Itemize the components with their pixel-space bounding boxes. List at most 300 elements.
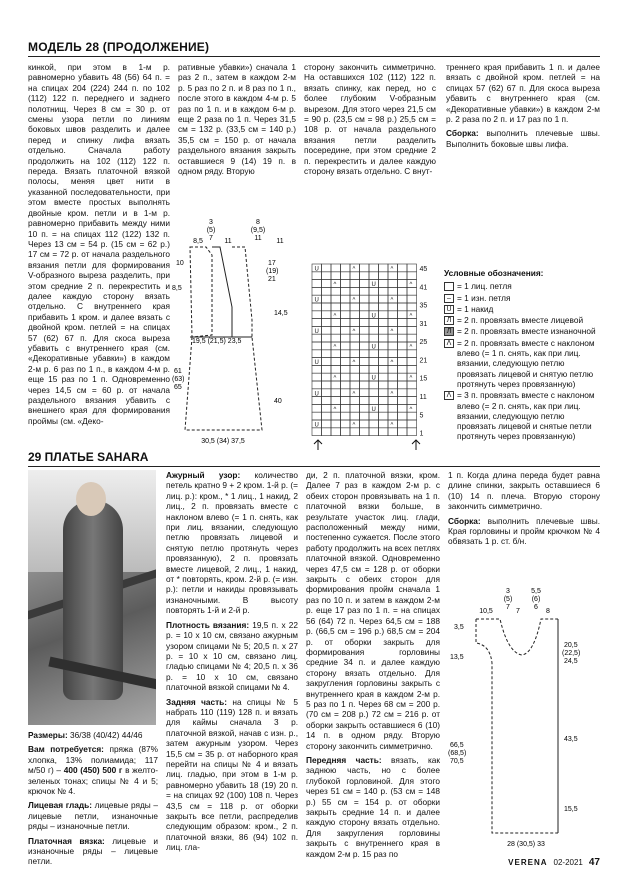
schema-dress-left (476, 619, 558, 833)
chart-symbol: ^ (352, 422, 356, 429)
chart-cell (312, 342, 322, 350)
chart-cell (350, 397, 360, 405)
chart-symbol: ^ (390, 360, 394, 367)
chart-cell (331, 303, 341, 311)
chart-cell (341, 404, 351, 412)
chart-symbol: ^ (409, 406, 413, 413)
chart-cell (379, 319, 389, 327)
chart-cell (360, 295, 370, 303)
chart-cell (379, 280, 389, 288)
chart-symbol: ^ (333, 406, 337, 413)
chart-cell (360, 420, 370, 428)
chart-cell (322, 342, 332, 350)
sizes: Размеры: 36/38 (40/42) 44/46 (28, 730, 143, 740)
chart-cell (341, 280, 351, 288)
chart-cell (398, 287, 408, 295)
chart-cell (379, 428, 389, 436)
schema-model-29 (446, 583, 596, 855)
chart-cell (407, 389, 417, 397)
chart-cell (350, 334, 360, 342)
chart-cell (322, 420, 332, 428)
gauge: Плотность вязания: 19,5 п. х 22 р. = 10 х 10 см, связано ажурным узором спицами № 5; 20,5 п. х 27 р. = 10 х 10 см, связано лиц. гладью спицами № 4; 20,5 п. х 36 р. = 10 х 10 см, связано платочной вязкой спицами № 4. (166, 619, 298, 693)
p2tog-icon: Л (444, 327, 454, 336)
chart-cell (322, 303, 332, 311)
chart-cell (350, 365, 360, 373)
chart-cell (331, 358, 341, 366)
chart-cell (379, 389, 389, 397)
chart-cell (398, 264, 408, 272)
chart-cell (379, 381, 389, 389)
chart-cell (369, 389, 379, 397)
chart-symbol: ^ (352, 266, 356, 273)
chart-cell (360, 397, 370, 405)
schema-skirt (185, 337, 262, 430)
chart-symbol: ^ (333, 313, 337, 320)
schema-label: 3 (506, 588, 510, 595)
chart-cell (341, 342, 351, 350)
chart-cell (331, 334, 341, 342)
paragraph: ративные убавки») сначала 1 раз 2 п., затем в каждом 2-м р. 5 раз по 2 п. и 8 раз по 1 п., после этого в каждом 4-м р. 5 раз по 1 п. и в каждом 6-м р. еще 2 раза по 1 п. Через 31,5 см = 132 р. (33,5 см = 140 р.) 35,5 см = 150 р. от начала раздельного вязания закрыть оставшиеся 9 (14) 19 п. в одном ряду. Вторую (178, 62, 296, 177)
chart-cell (322, 389, 332, 397)
chart-cell (407, 264, 417, 272)
schema-label: (5) (206, 227, 216, 234)
chart-cell (369, 420, 379, 428)
chart-cell (369, 358, 379, 366)
schema-label: 70,5 (450, 758, 464, 765)
assembly-text: выполнить плечевые швы. Выполнить боковые швы лифа. (446, 128, 600, 149)
chart-cell (341, 397, 351, 405)
chart-cell (388, 365, 398, 373)
section-header (28, 40, 600, 57)
chart-cell (369, 264, 379, 272)
chart-cell (350, 319, 360, 327)
chart-cell (398, 311, 408, 319)
chart-cell (322, 272, 332, 280)
chart-cell (360, 334, 370, 342)
chart-cell (398, 303, 408, 311)
schema-label: 11 (224, 238, 232, 245)
chart-cell (350, 280, 360, 288)
chart-row-number: 1 (419, 430, 424, 438)
chart-cell (360, 280, 370, 288)
chart-cell (350, 350, 360, 358)
chart-row-number: 35 (419, 302, 428, 310)
schema-bottom-label: 28 (30,5) 33 (507, 841, 545, 848)
chart-symbol: U (314, 360, 319, 367)
chart-cell (312, 319, 322, 327)
chart-cell (331, 287, 341, 295)
chart-cell (331, 389, 341, 397)
chart-cell (369, 334, 379, 342)
chart-symbol: U (314, 328, 319, 335)
schema-label: 66,5 (450, 742, 464, 749)
chart-cell (331, 350, 341, 358)
chart-symbol: U (371, 282, 376, 289)
assembly-paragraph: Сборка: выполнить плечевые швы. Края горловины и пройм крючком № 4 обвязать 1 р. ст. б/н. (448, 515, 600, 547)
chart-cell (350, 272, 360, 280)
schema-label: (22,5) (562, 650, 581, 657)
schema-label: 10 (176, 260, 184, 267)
chart-cell (312, 404, 322, 412)
chart-cell (398, 389, 408, 397)
chart-cell (322, 350, 332, 358)
schema-neckline (476, 619, 558, 655)
chart-cell (350, 303, 360, 311)
chart-cell (322, 264, 332, 272)
chart-cell (388, 319, 398, 327)
chart-cell (388, 311, 398, 319)
stockinette: Лицевая гладь: лицевые ряды – лицевые петли, изнаночные ряды – изнаночные петли. (28, 800, 158, 832)
text-column-3 (304, 62, 436, 180)
paragraph: кинкой, при этом в 1-м р. равномерно убавить 48 (56) 64 п. = на спицах 204 (224) 244 п. по 102 (112) 122 п. переднего и заднего полотнищ. Через 8 см = 30 р. от смены узора петли по линиям боковых швов разделить и далее перед и спинку лифа вязать отдельно. Сначала работу продолжить на 102 (112) 122 п. переда. Вязать платочной вязкой полосы, меняя цвет нити в указанной последовательности, при этом вместе простых выполнять двойные кром. петли и в 1-м р. равномерно прибавить между ними 10 п. = на спицах 112 (122) 132 п. Через 13 см = 54 р. (15 см = 62 р.) 17 см = 72 р. от начала раздельного вязания петли для формирования V-образного выреза разделить, при этом средние 2 п. перекрестить и далее каждую сторону вязать отдельно. С внутреннего края прибавить 1 кром. и далее вязать с двойной кром. петлей = на спицах 57 (62) 67 п. Для скоса выреза убавить с внутреннего края (см. «Декоративные убавки») в каждом 2-м р. 6 раз по 1 п., в каждом 4-м р. еще 15 раз по 1 п. Одновременно через 14,5 см = 60 р. от начала раздельного вязания убавить с внешнего края для формирования проймы (см. «Деко- (28, 62, 170, 426)
schema-shape-back (232, 247, 252, 337)
schema-label: 8,5 (193, 238, 203, 245)
model-photo (28, 470, 156, 725)
chart-cell (369, 295, 379, 303)
chart-cell (388, 412, 398, 420)
paragraph: треннего края прибавить 1 п. и далее вязать с двойной кром. петлей = на спицах 57 (62) 67 п. Для скоса выреза убавить с внутреннего края (см. «Декоративные убавки») в каждом 2-м р. 2 раза по 2 п. и 17 раз по 1 п. (446, 62, 600, 125)
chart-cell (388, 287, 398, 295)
chart-cell (322, 397, 332, 405)
schema-label: 24,5 (564, 658, 578, 665)
materials: Вам потребуется: пряжа (87% хлопка, 13% полиамида; 117 м/50 г) – 400 (450) 500 г в желто-зеленых тонах; спицы № 4 и 5; крючок № 4. (28, 744, 158, 797)
chart-cell (388, 373, 398, 381)
chart-cell (369, 397, 379, 405)
chart-cell (388, 397, 398, 405)
chart-symbol: U (371, 344, 376, 351)
chart-symbol: ^ (352, 360, 356, 367)
chart-cell (360, 326, 370, 334)
chart-cell (379, 358, 389, 366)
chart-cell (360, 350, 370, 358)
chart-cell (341, 373, 351, 381)
knit-stitch-icon (444, 282, 454, 291)
chart-cell (398, 326, 408, 334)
chart-cell (350, 404, 360, 412)
chart-cell (322, 373, 332, 381)
chart-cell (350, 342, 360, 350)
chart-cell (379, 412, 389, 420)
chart-cell (322, 326, 332, 334)
chart-cell (341, 381, 351, 389)
chart-row-number: 21 (419, 357, 428, 365)
chart-symbol: ^ (352, 328, 356, 335)
chart-cell (398, 412, 408, 420)
chart-cell (407, 326, 417, 334)
section-title-29: 29 ПЛАТЬЕ SAHARA (28, 450, 149, 464)
chart-cell (369, 381, 379, 389)
garter: Платочная вязка: лицевые и изнаночные ряды – лицевые петли. (28, 835, 158, 867)
chart-symbol: ^ (409, 344, 413, 351)
schema-label: 3 (209, 219, 213, 226)
chart-cell (407, 365, 417, 373)
front-part: Передняя часть: вязать, как заднюю часть, но с более глубокой горловиной. Для этого через 51 см = 140 р. (53 см = 148 р.) 55 см = 154 р. от оборки закрыть средние 14 п. и далее каждую сторону вязать отдельно. Для закругления горловины закрыть с внутреннего края в каждом 2-м р. 15 раз по (306, 754, 440, 859)
chart-cell (407, 272, 417, 280)
chart-cell (398, 358, 408, 366)
chart-cell (312, 287, 322, 295)
chart-cell (312, 272, 322, 280)
schema-shape-front (212, 247, 232, 337)
chart-cell (379, 420, 389, 428)
k2tog-icon: Л (444, 316, 454, 325)
chart-cell (341, 420, 351, 428)
chart-cell (360, 381, 370, 389)
text-column-4 (446, 62, 600, 153)
chart-cell (341, 334, 351, 342)
chart-cell (398, 397, 408, 405)
chart-cell (312, 365, 322, 373)
chart-cell (322, 319, 332, 327)
chart-cell (322, 280, 332, 288)
chart-cell (350, 311, 360, 319)
assembly-label: Сборка: (446, 128, 479, 139)
schema-label: 7 (506, 604, 510, 611)
chart-symbol: ^ (390, 266, 394, 273)
chart-cell (388, 342, 398, 350)
chart-cell (331, 365, 341, 373)
schema-label: 40 (274, 398, 282, 405)
chart-cell (322, 334, 332, 342)
chart-cell (350, 428, 360, 436)
chart-cell (388, 334, 398, 342)
chart-symbol: U (314, 391, 319, 398)
chart-cell (341, 389, 351, 397)
chart-cell (407, 287, 417, 295)
chart-symbol: ^ (409, 282, 413, 289)
chart-cell (388, 381, 398, 389)
schema-label: 3,5 (454, 624, 464, 631)
chart-symbol: U (314, 422, 319, 429)
chart-symbol: ^ (333, 344, 337, 351)
chart-cell (398, 319, 408, 327)
chart-cell (407, 428, 417, 436)
chart-symbol: U (314, 266, 319, 273)
chart-symbol: ^ (390, 328, 394, 335)
schema-label: 20,5 (564, 642, 578, 649)
chart-cell (322, 295, 332, 303)
chart-cell (331, 272, 341, 280)
chart-cell (379, 350, 389, 358)
chart-cell (388, 350, 398, 358)
chart-cell (350, 381, 360, 389)
chart-cell (369, 272, 379, 280)
chart-cell (360, 389, 370, 397)
chart-cell (398, 295, 408, 303)
chart-cell (341, 350, 351, 358)
chart-cell (379, 311, 389, 319)
chart-cell (379, 342, 389, 350)
chart-cell (398, 350, 408, 358)
chart-arrow-right (412, 440, 420, 450)
schema-label: 8 (256, 219, 260, 226)
assembly-paragraph (446, 128, 600, 149)
chart-cell (312, 280, 322, 288)
chart-cell (341, 303, 351, 311)
chart-cell (379, 264, 389, 272)
chart-cell (360, 319, 370, 327)
chart-cell (322, 311, 332, 319)
chart-cell (388, 428, 398, 436)
chart-cell (388, 272, 398, 280)
chart-symbol: ^ (409, 375, 413, 382)
schema-label: (63) (172, 376, 185, 383)
chart-cell (398, 342, 408, 350)
chart-row-number: 15 (419, 375, 428, 383)
text-column-left (28, 730, 158, 871)
chart-row-number: 41 (419, 284, 428, 292)
chart-cell (398, 404, 408, 412)
chart-cell (360, 412, 370, 420)
legend-item: Λ = 2 п. провязать вместе с наклоном влево (= 1 п. снять, как при лиц. вязании, следующую петлю провязать лицевой и снятую петлю протянуть через провязанную) (444, 338, 604, 389)
chart-cell (398, 334, 408, 342)
chart-cell (341, 287, 351, 295)
chart-cell (331, 326, 341, 334)
chart-cell (360, 365, 370, 373)
schema-label: 8 (546, 608, 550, 615)
chart-cell (398, 381, 408, 389)
schema-label: 21 (268, 276, 276, 283)
chart-symbol: U (371, 313, 376, 320)
chart-cell (379, 373, 389, 381)
chart-row-number: 31 (419, 320, 428, 328)
legend-item: = 1 лиц. петля (444, 281, 604, 291)
legend-item: Λ = 3 п. провязать вместе с наклоном влево (= 2 п. снять, как при лиц. вязании, следующую петлю провязать лицевой и снятые петли протянуть через провязанную) (444, 390, 604, 441)
chart-cell (331, 420, 341, 428)
chart-row-number: 25 (419, 339, 428, 347)
chart-cell (379, 334, 389, 342)
chart-cell (379, 303, 389, 311)
chart-cell (341, 412, 351, 420)
chart-row-number: 5 (419, 412, 424, 420)
paragraph: сторону закончить симметрично. На оставшихся 102 (112) 122 п. вязать спинку, как перед, но с более глубоким V-образным вырезом. Для этого через 21,5 см = 90 р. (23,5 см = 98 р.) 25,5 см = 108 р. от начала раздельного вязания петли разделить посередине, при этом средние 2 п. перекрестить и далее каждую сторону вязать отдельно. С внут- (304, 62, 436, 177)
chart-cell (407, 381, 417, 389)
chart-cell (369, 326, 379, 334)
schema-label: 7 (209, 235, 213, 242)
schema-label: 11 (254, 235, 262, 242)
chart-cell (388, 280, 398, 288)
schema-label: (68,5) (448, 750, 467, 757)
chart-cell (360, 287, 370, 295)
chart-cell (360, 303, 370, 311)
chart-arrow-left (314, 440, 322, 450)
text-column-1 (28, 62, 170, 430)
schema-label: 15,5 (564, 806, 578, 813)
chart-cell (360, 311, 370, 319)
chart-cell (369, 365, 379, 373)
chart-symbol: ^ (333, 282, 337, 289)
schema-label: 14,5 (274, 310, 288, 317)
schema-label: 10,5 (479, 608, 493, 615)
chart-cell (350, 412, 360, 420)
chart-cell (369, 428, 379, 436)
chart-cell (322, 404, 332, 412)
chart-symbol: ^ (333, 375, 337, 382)
purl-stitch-icon: – (444, 294, 454, 303)
schema-label: 11 (276, 238, 284, 245)
text-column-2 (178, 62, 296, 180)
chart-cell (407, 350, 417, 358)
chart-cell (312, 373, 322, 381)
chart-cell (322, 358, 332, 366)
legend-item: Л = 2 п. провязать вместе лицевой (444, 315, 604, 325)
chart-cell (379, 326, 389, 334)
chart-cell (341, 319, 351, 327)
chart-cell (312, 334, 322, 342)
chart-row-number: 45 (419, 266, 428, 273)
schema-shape-dashed (190, 247, 212, 337)
chart-cell (407, 358, 417, 366)
chart-cell (398, 420, 408, 428)
chart-cell (322, 287, 332, 295)
chart-cell (341, 428, 351, 436)
section-header-29 (28, 450, 600, 467)
legend-item: U = 1 накид (444, 304, 604, 314)
chart-symbol: ^ (352, 391, 356, 398)
schema-label: 43,5 (564, 736, 578, 743)
chart-cell (312, 381, 322, 389)
chart-cell (322, 381, 332, 389)
chart-cell (322, 428, 332, 436)
chart-cell (360, 358, 370, 366)
paragraph: 1 п. Когда длина переда будет равна длине спинки, закрыть оставшиеся 6 (10) 14 п. плеча. Вторую сторону закончить симметрично. (448, 470, 600, 512)
schema-label: 61 (174, 368, 182, 375)
chart-cell (398, 373, 408, 381)
chart-cell (407, 319, 417, 327)
sk2p-icon: Λ (444, 391, 454, 400)
chart-cell (312, 311, 322, 319)
chart-cell (331, 295, 341, 303)
legend (444, 268, 604, 443)
chart-cell (331, 397, 341, 405)
chart-cell (312, 303, 322, 311)
chart-cell (341, 311, 351, 319)
schema-label: 65 (174, 384, 182, 391)
text-column-4b (448, 470, 600, 551)
chart-symbol: ^ (409, 313, 413, 320)
chart-cell (407, 334, 417, 342)
chart-cell (369, 303, 379, 311)
chart-cell (341, 365, 351, 373)
chart-cell (407, 397, 417, 405)
chart-cell (369, 350, 379, 358)
chart-cell (341, 326, 351, 334)
chart-cell (360, 272, 370, 280)
page-footer (488, 857, 600, 868)
chart-cell (322, 412, 332, 420)
chart-row-number: 11 (419, 394, 427, 402)
schema-label: 5,5 (531, 588, 541, 595)
schema-label: (6) (531, 596, 541, 603)
chart-cell (331, 381, 341, 389)
chart-cell (312, 428, 322, 436)
chart-cell (379, 287, 389, 295)
text-column-3b (306, 470, 440, 863)
text-column-mid (166, 470, 298, 857)
knitting-chart (306, 262, 440, 452)
magazine-name: VERENA (508, 858, 548, 867)
legend-item: – = 1 изн. петля (444, 293, 604, 303)
schema-label: (19) (266, 268, 279, 275)
chart-cell (360, 264, 370, 272)
chart-cell (379, 365, 389, 373)
lace-pattern: Ажурный узор: количество петель кратно 9 + 2 кром. 1-й р. (= лиц. р.): кром., * 1 лиц., 1 накид, 2 лиц., 2 п. провязать вместе с наклоном влево (= 1 п. снять, как при лиц. вязании, следующую петлю провязать лицевой и снятую петлю протянуть через провязанную), 2 п. провязать вместе лицевой, 2 лиц., 1 накид, от * повторять, кром. 2-й р. (= изн. р.): петли и накиды провязывать изнаночными. В высоту повторять 1-й и 2-й р. (166, 470, 298, 616)
chart-cell (360, 428, 370, 436)
ssk-icon: Λ (444, 339, 454, 348)
paragraph: ди, 2 п. платочной вязки, кром. Далее 7 раз в каждом 2-м р. с обеих сторон провязывать на 1 п. платочной вязки больше, в результате участок лиц. глади, расположенный между ними, постепенно сужается. После этого работу продолжить на всех петлях платочной вязкой. Одновременно через 47,5 см = 128 р. от оборки закрыть с обеих сторон для формирования пройм сначала 1 раз по 10 п. и затем в каждом 2-м р. еще 17 раз по 1 п. = на спицах 56 (64) 72 п. Через 64,5 см = 188 р. (66,5 см = 196 р.) 68,5 см = 204 р. от оборки закрыть для формирования горловины средние 34 п. и далее каждую сторону вязать отдельно. Для закругления горловины закрыть с внутреннего края в каждом 2-м р. 5 раз по 1 п. Через 68 см = 200 р. (70 см = 208 р.) 72 см = 216 р. от оборки закрыть оставшиеся 6 (10) 14 п. в одном ряду. Вторую сторону закончить симметрично. (306, 470, 440, 751)
chart-cell (369, 412, 379, 420)
issue: 02-2021 (553, 858, 583, 867)
chart-symbol: ^ (352, 297, 356, 304)
